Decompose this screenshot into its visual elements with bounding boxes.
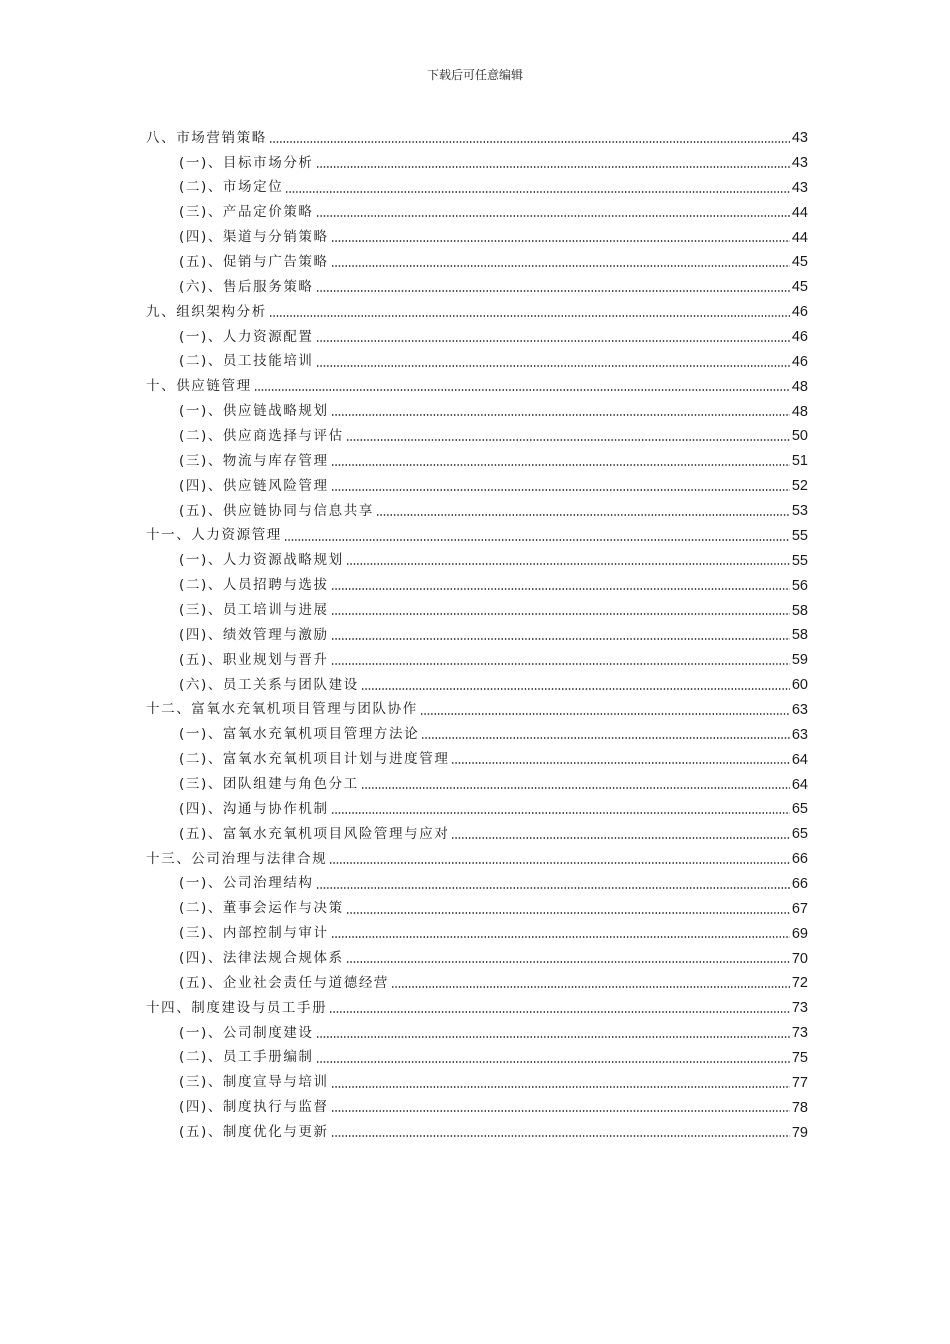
toc-dot-leader [331, 811, 790, 815]
toc-entry-title: (四)、供应链风险管理 [179, 477, 329, 494]
toc-entry-title: (一)、人力资源配置 [179, 328, 314, 345]
toc-dot-leader [316, 364, 790, 368]
toc-page-number: 75 [791, 1049, 808, 1066]
toc-section-entry[interactable] [146, 946, 808, 971]
toc-page-number: 72 [791, 975, 808, 992]
toc-section-entry[interactable] [146, 201, 808, 226]
toc-page-number: 63 [791, 726, 808, 743]
toc-chapter-entry[interactable] [146, 300, 808, 325]
toc-section-entry[interactable] [146, 598, 808, 623]
page-header: 下载后可任意编辑 [426, 68, 523, 82]
toc-dot-leader [421, 736, 790, 740]
toc-page-number: 67 [791, 900, 808, 917]
toc-page-number: 73 [791, 1025, 808, 1042]
toc-entry-title: (二)、董事会运作与决策 [179, 900, 344, 917]
toc-dot-leader [316, 886, 790, 890]
toc-dot-leader [361, 786, 790, 790]
toc-dot-leader [376, 513, 790, 517]
toc-entry-title: (二)、市场定位 [179, 179, 284, 196]
toc-section-entry[interactable] [146, 623, 808, 648]
toc-dot-leader [284, 538, 790, 542]
toc-entry-title: (二)、供应商选择与评估 [179, 427, 344, 444]
toc-entry-title: 十二、富氧水充氧机项目管理与团队协作 [146, 701, 418, 718]
toc-entry-title: (二)、员工技能培训 [179, 353, 314, 370]
toc-entry-title: (二)、人员招聘与选拔 [179, 577, 329, 594]
toc-entry-title: (一)、目标市场分析 [179, 154, 314, 171]
toc-entry-title: (六)、售后服务策略 [179, 278, 314, 295]
toc-page-number: 70 [791, 950, 808, 967]
toc-section-entry[interactable] [146, 897, 808, 922]
toc-dot-leader [331, 413, 790, 417]
toc-page-number: 65 [791, 801, 808, 818]
toc-chapter-entry[interactable] [146, 126, 808, 151]
toc-page-number: 79 [791, 1124, 808, 1141]
toc-page-number: 78 [791, 1099, 808, 1116]
toc-page-number: 66 [791, 851, 808, 868]
toc-section-entry[interactable] [146, 250, 808, 275]
toc-page-number: 45 [791, 279, 808, 296]
toc-dot-leader [346, 562, 790, 566]
toc-page-number: 69 [791, 925, 808, 942]
toc-entry-title: (五)、富氧水充氧机项目风险管理与应对 [179, 825, 450, 842]
toc-page-number: 43 [791, 179, 808, 196]
toc-page-number: 64 [791, 776, 808, 793]
toc-dot-leader [316, 214, 790, 218]
toc-dot-leader [346, 911, 790, 915]
toc-section-entry[interactable] [146, 673, 808, 698]
toc-page-number: 52 [791, 478, 808, 495]
toc-page-number: 51 [791, 453, 808, 470]
toc-dot-leader [346, 438, 790, 442]
toc-dot-leader [316, 165, 790, 169]
toc-page-number: 48 [791, 378, 808, 395]
toc-section-entry[interactable] [146, 275, 808, 300]
toc-entry-title: (四)、渠道与分销策略 [179, 229, 329, 246]
toc-dot-leader [329, 861, 790, 865]
toc-entry-title: 八、市场营销策略 [146, 129, 267, 146]
toc-entry-title: 十一、人力资源管理 [146, 527, 282, 544]
toc-section-entry[interactable] [146, 872, 808, 897]
toc-chapter-entry[interactable] [146, 698, 808, 723]
toc-entry-title: (三)、制度宣导与培训 [179, 1074, 329, 1091]
toc-entry-title: (四)、沟通与协作机制 [179, 800, 329, 817]
toc-entry-title: 十、供应链管理 [146, 378, 252, 395]
toc-page-number: 50 [791, 428, 808, 445]
toc-entry-title: (三)、物流与库存管理 [179, 452, 329, 469]
toc-section-entry[interactable] [146, 549, 808, 574]
toc-section-entry[interactable] [146, 1021, 808, 1046]
toc-section-entry[interactable] [146, 474, 808, 499]
toc-page-number: 59 [791, 652, 808, 669]
toc-section-entry[interactable] [146, 747, 808, 772]
toc-entry-title: (三)、团队组建与角色分工 [179, 776, 359, 793]
toc-page-number: 45 [791, 254, 808, 271]
table-of-contents [146, 126, 808, 1145]
toc-dot-leader [331, 935, 790, 939]
toc-page-number: 46 [791, 353, 808, 370]
toc-dot-leader [420, 712, 790, 716]
toc-section-entry[interactable] [146, 225, 808, 250]
toc-page-number: 53 [791, 503, 808, 520]
toc-page-number: 46 [791, 329, 808, 346]
toc-section-entry[interactable] [146, 822, 808, 847]
toc-dot-leader [361, 687, 790, 691]
toc-dot-leader [285, 190, 790, 194]
toc-section-entry[interactable] [146, 1096, 808, 1121]
toc-page-number: 43 [791, 130, 808, 147]
toc-dot-leader [331, 1134, 790, 1138]
toc-entry-title: (三)、内部控制与审计 [179, 925, 329, 942]
toc-dot-leader [331, 239, 790, 243]
toc-section-entry[interactable] [146, 1046, 808, 1071]
toc-entry-title: (一)、人力资源战略规划 [179, 552, 344, 569]
toc-section-entry[interactable] [146, 573, 808, 598]
toc-page-number: 44 [791, 204, 808, 221]
toc-dot-leader [331, 264, 790, 268]
toc-section-entry[interactable] [146, 723, 808, 748]
toc-page-number: 58 [791, 602, 808, 619]
toc-section-entry[interactable] [146, 772, 808, 797]
toc-entry-title: (四)、法律法规合规体系 [179, 950, 344, 967]
toc-page-number: 65 [791, 826, 808, 843]
toc-section-entry[interactable] [146, 648, 808, 673]
toc-dot-leader [331, 662, 790, 666]
toc-entry-title: (三)、产品定价策略 [179, 204, 314, 221]
toc-section-entry[interactable] [146, 350, 808, 375]
toc-section-entry[interactable] [146, 971, 808, 996]
toc-section-entry[interactable] [146, 1071, 808, 1096]
toc-dot-leader [331, 463, 790, 467]
toc-chapter-entry[interactable] [146, 524, 808, 549]
toc-section-entry[interactable] [146, 797, 808, 822]
toc-section-entry[interactable] [146, 1120, 808, 1145]
toc-dot-leader [331, 612, 790, 616]
toc-section-entry[interactable] [146, 424, 808, 449]
toc-page-number: 56 [791, 577, 808, 594]
toc-entry-title: 十四、制度建设与员工手册 [146, 999, 328, 1016]
toc-entry-title: (五)、促销与广告策略 [179, 253, 329, 270]
toc-entry-title: (四)、制度执行与监督 [179, 1099, 329, 1116]
toc-dot-leader [316, 289, 790, 293]
toc-dot-leader [391, 985, 790, 989]
toc-chapter-entry[interactable] [146, 847, 808, 872]
toc-dot-leader [316, 339, 790, 343]
toc-section-entry[interactable] [146, 449, 808, 474]
toc-section-entry[interactable] [146, 325, 808, 350]
toc-dot-leader [346, 960, 790, 964]
toc-dot-leader [329, 1010, 790, 1014]
toc-entry-title: (三)、员工培训与进展 [179, 602, 329, 618]
toc-entry-title: (四)、绩效管理与激励 [179, 626, 329, 643]
toc-dot-leader [316, 1035, 790, 1039]
toc-dot-leader [316, 1060, 790, 1064]
toc-dot-leader [269, 314, 790, 318]
toc-section-entry[interactable] [146, 499, 808, 524]
toc-page-number: 77 [791, 1074, 808, 1091]
toc-dot-leader [451, 761, 789, 765]
toc-section-entry[interactable] [146, 151, 808, 176]
toc-entry-title: (五)、供应链协同与信息共享 [179, 502, 374, 519]
toc-entry-title: (五)、制度优化与更新 [179, 1124, 329, 1141]
toc-dot-leader [331, 637, 790, 641]
toc-page-number: 44 [791, 229, 808, 246]
toc-entry-title: 十三、公司治理与法律合规 [146, 850, 328, 867]
toc-page-number: 46 [791, 304, 808, 321]
toc-page-number: 73 [791, 1000, 808, 1017]
toc-entry-title: (一)、富氧水充氧机项目管理方法论 [179, 726, 420, 743]
toc-page-number: 55 [791, 527, 808, 544]
toc-dot-leader [331, 587, 790, 591]
toc-chapter-entry[interactable] [146, 996, 808, 1021]
toc-dot-leader [269, 140, 790, 144]
toc-chapter-entry[interactable] [146, 375, 808, 400]
toc-entry-title: (六)、员工关系与团队建设 [179, 676, 359, 693]
toc-section-entry[interactable] [146, 922, 808, 947]
toc-dot-leader [331, 488, 790, 492]
toc-entry-title: (五)、职业规划与晋升 [179, 651, 329, 668]
toc-section-entry[interactable] [146, 399, 808, 424]
toc-entry-title: (一)、供应链战略规划 [179, 403, 329, 420]
toc-page-number: 60 [791, 677, 808, 694]
toc-page-number: 66 [791, 875, 808, 892]
toc-dot-leader [331, 1109, 790, 1113]
toc-entry-title: 九、组织架构分析 [146, 303, 267, 320]
toc-page-number: 64 [791, 751, 808, 768]
toc-entry-title: (一)、公司制度建设 [179, 1024, 314, 1041]
toc-dot-leader [254, 388, 790, 392]
toc-dot-leader [451, 836, 789, 840]
toc-page-number: 58 [791, 627, 808, 644]
toc-page-number: 63 [791, 701, 808, 718]
toc-dot-leader [331, 1085, 790, 1089]
toc-page-number: 48 [791, 403, 808, 420]
toc-entry-title: (二)、富氧水充氧机项目计划与进度管理 [179, 751, 450, 768]
toc-entry-title: (二)、员工手册编制 [179, 1049, 314, 1066]
toc-entry-title: (一)、公司治理结构 [179, 875, 314, 892]
toc-page-number: 43 [791, 155, 808, 172]
toc-entry-title: (五)、企业社会责任与道德经营 [179, 974, 390, 991]
toc-section-entry[interactable] [146, 176, 808, 201]
toc-page-number: 55 [791, 552, 808, 569]
